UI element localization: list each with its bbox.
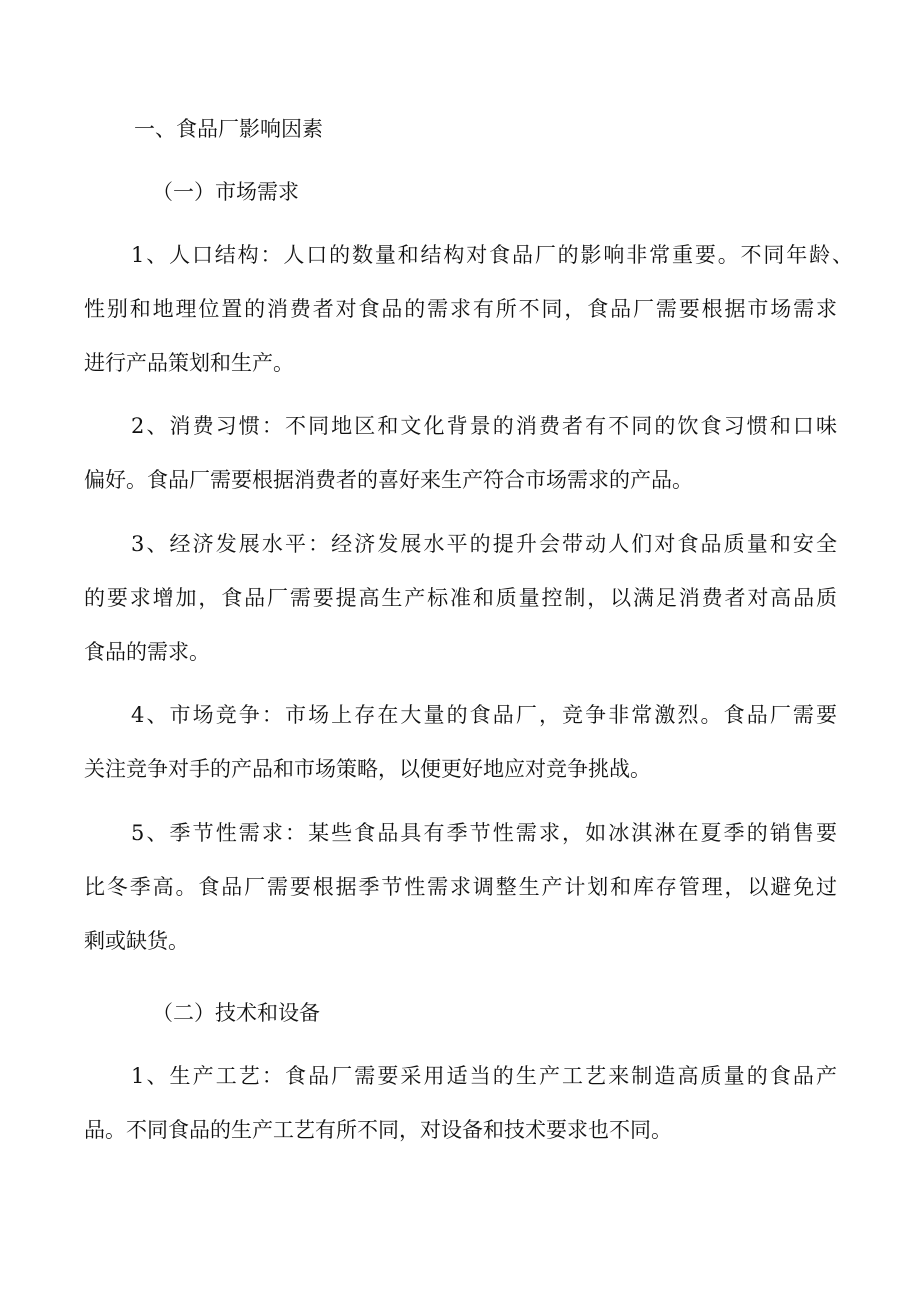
paragraph-line: 比冬季高。食品厂需要根据季节性需求调整生产计划和库存管理，以避免过 [84, 875, 837, 899]
paragraph-line: 3、经济发展水平：经济发展水平的提升会带动人们对食品质量和安全 [131, 532, 837, 556]
paragraph-line: 偏好。食品厂需要根据消费者的喜好来生产符合市场需求的产品。 [84, 468, 693, 492]
paragraph-line: 品。不同食品的生产工艺有所不同，对设备和技术要求也不同。 [84, 1118, 672, 1142]
paragraph-line: 5、季节性需求：某些食品具有季节性需求，如冰淇淋在夏季的销售要 [131, 821, 837, 845]
paragraph-line: 性别和地理位置的消费者对食品的需求有所不同，食品厂需要根据市场需求 [84, 297, 837, 321]
paragraph-line: 关注竞争对手的产品和市场策略，以便更好地应对竞争挑战。 [84, 757, 651, 781]
paragraph-line: 食品的需求。 [84, 640, 210, 664]
paragraph-line: 剩或缺货。 [84, 929, 189, 953]
paragraph-line: 进行产品策划和生产。 [84, 351, 294, 375]
paragraph-line: 1、生产工艺：食品厂需要采用适当的生产工艺来制造高质量的食品产 [131, 1064, 837, 1088]
paragraph-line: 4、市场竞争：市场上存在大量的食品厂，竞争非常激烈。食品厂需要 [131, 703, 837, 727]
paragraph-line: 的要求增加，食品厂需要提高生产标准和质量控制，以满足消费者对高品质 [84, 586, 837, 610]
subsection-heading: （一）市场需求 [152, 180, 299, 204]
section-heading: 一、食品厂影响因素 [134, 117, 323, 141]
paragraph-line: 1、人口结构：人口的数量和结构对食品厂的影响非常重要。不同年龄、 [131, 243, 853, 267]
paragraph-line: 2、消费习惯：不同地区和文化背景的消费者有不同的饮食习惯和口味 [131, 414, 837, 438]
subsection-heading: （二）技术和设备 [152, 1001, 320, 1025]
